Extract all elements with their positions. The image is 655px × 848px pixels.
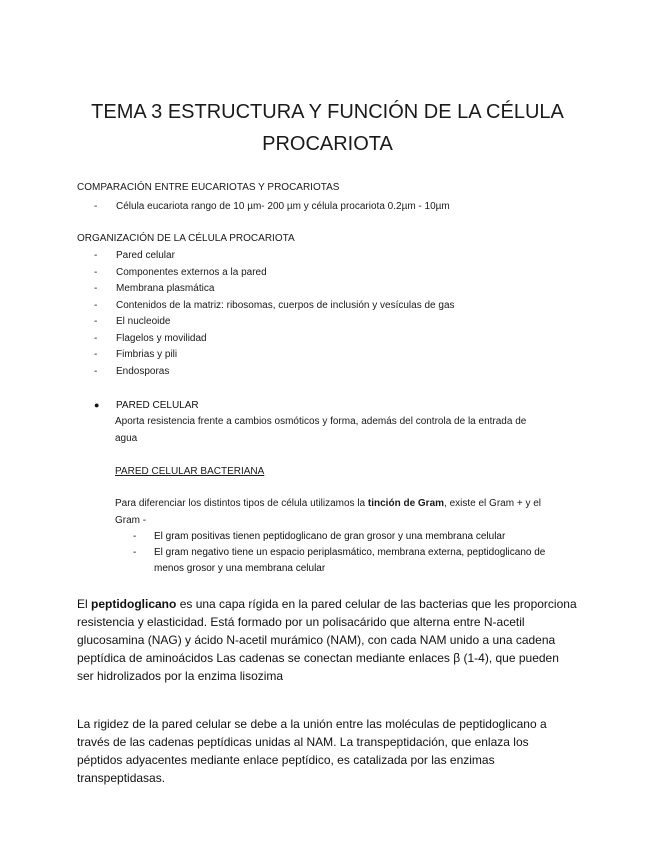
pared-celular-section [94,397,574,415]
comparison-list [94,199,450,216]
rigidez-paragraph: La rigidez de la pared celular se debe a la unión entre las moléculas de peptidoglicano a través de las cadenas peptídicas unidas al NAM. La transpeptidación, que enlaza los péptidos adyacentes mediante enlace peptídico, es catalizada por las enzimas transpeptidasas. [77,717,547,785]
list-item: - El gram positivas tienen peptidoglicano de gran grosor y una membrana celular [133,531,506,542]
gram-list [133,529,573,577]
list-item: - El nucleoide [94,316,171,327]
list-item: - Contenidos de la matriz: ribosomas, cuerpos de inclusión y vesículas de gas [94,299,455,311]
organization-heading: ORGANIZACIÓN DE LA CÉLULA PROCARIOTA [77,233,295,244]
comparison-heading: COMPARACIÓN ENTRE EUCARIOTAS Y PROCARIOTAS [77,182,340,193]
gram-term: tinción de Gram [367,498,445,509]
list-item: - Célula eucariota rango de 10 µm- 200 µm y célula procariota 0.2µm - 10µm [94,201,450,212]
list-item: - Componentes externos a la pared [94,266,267,278]
pared-description: Aporta resistencia frente a cambios osmóticos y forma, además del controla de la entrada de agua [115,416,527,444]
gram-intro: Para diferenciar los distintos tipos de célula utilizamos la tinción de Gram, existe el Gram + y el Gram - [115,498,542,526]
bullet-icon: ● [94,400,100,410]
pared-bacteriana-heading: PARED CELULAR BACTERIANA [115,466,265,477]
list-item: - El gram negativo tiene un espacio periplasmático, membrana externa, peptidoglicano de menos grosor y una membrana celular [133,547,546,574]
list-item: - Endosporas [94,365,170,377]
title-line-2: PROCARIOTA [262,133,393,155]
peptidoglicano-paragraph: El peptidoglicano es una capa rígida en la pared celular de las bacterias que les proporciona resistencia y elasticidad. Está formado por un polisacárido que alterna entre N-acetil glucosamina (NAG) y ácido N-acetil murámico (NAM), con cada NAM unido a una cadena peptídica de aminoácidos Las cadenas se conectan mediante enlaces β (1-4), que pueden ser hidrolizados por la enzima lisozima [77,597,577,683]
list-item: - Fimbrias y pili [94,349,178,360]
pared-heading: ● PARED CELULAR [94,397,574,415]
list-item: - Pared celular [94,250,175,261]
list-item: - Flagelos y movilidad [94,332,207,344]
list-item: - Membrana plasmática [94,283,215,294]
title-line-1: TEMA 3 ESTRUCTURA Y FUNCIÓN DE LA CÉLULA [91,101,564,123]
organization-list [94,248,455,380]
peptidoglicano-term: peptidoglicano [91,597,177,611]
page-title [60,96,595,160]
